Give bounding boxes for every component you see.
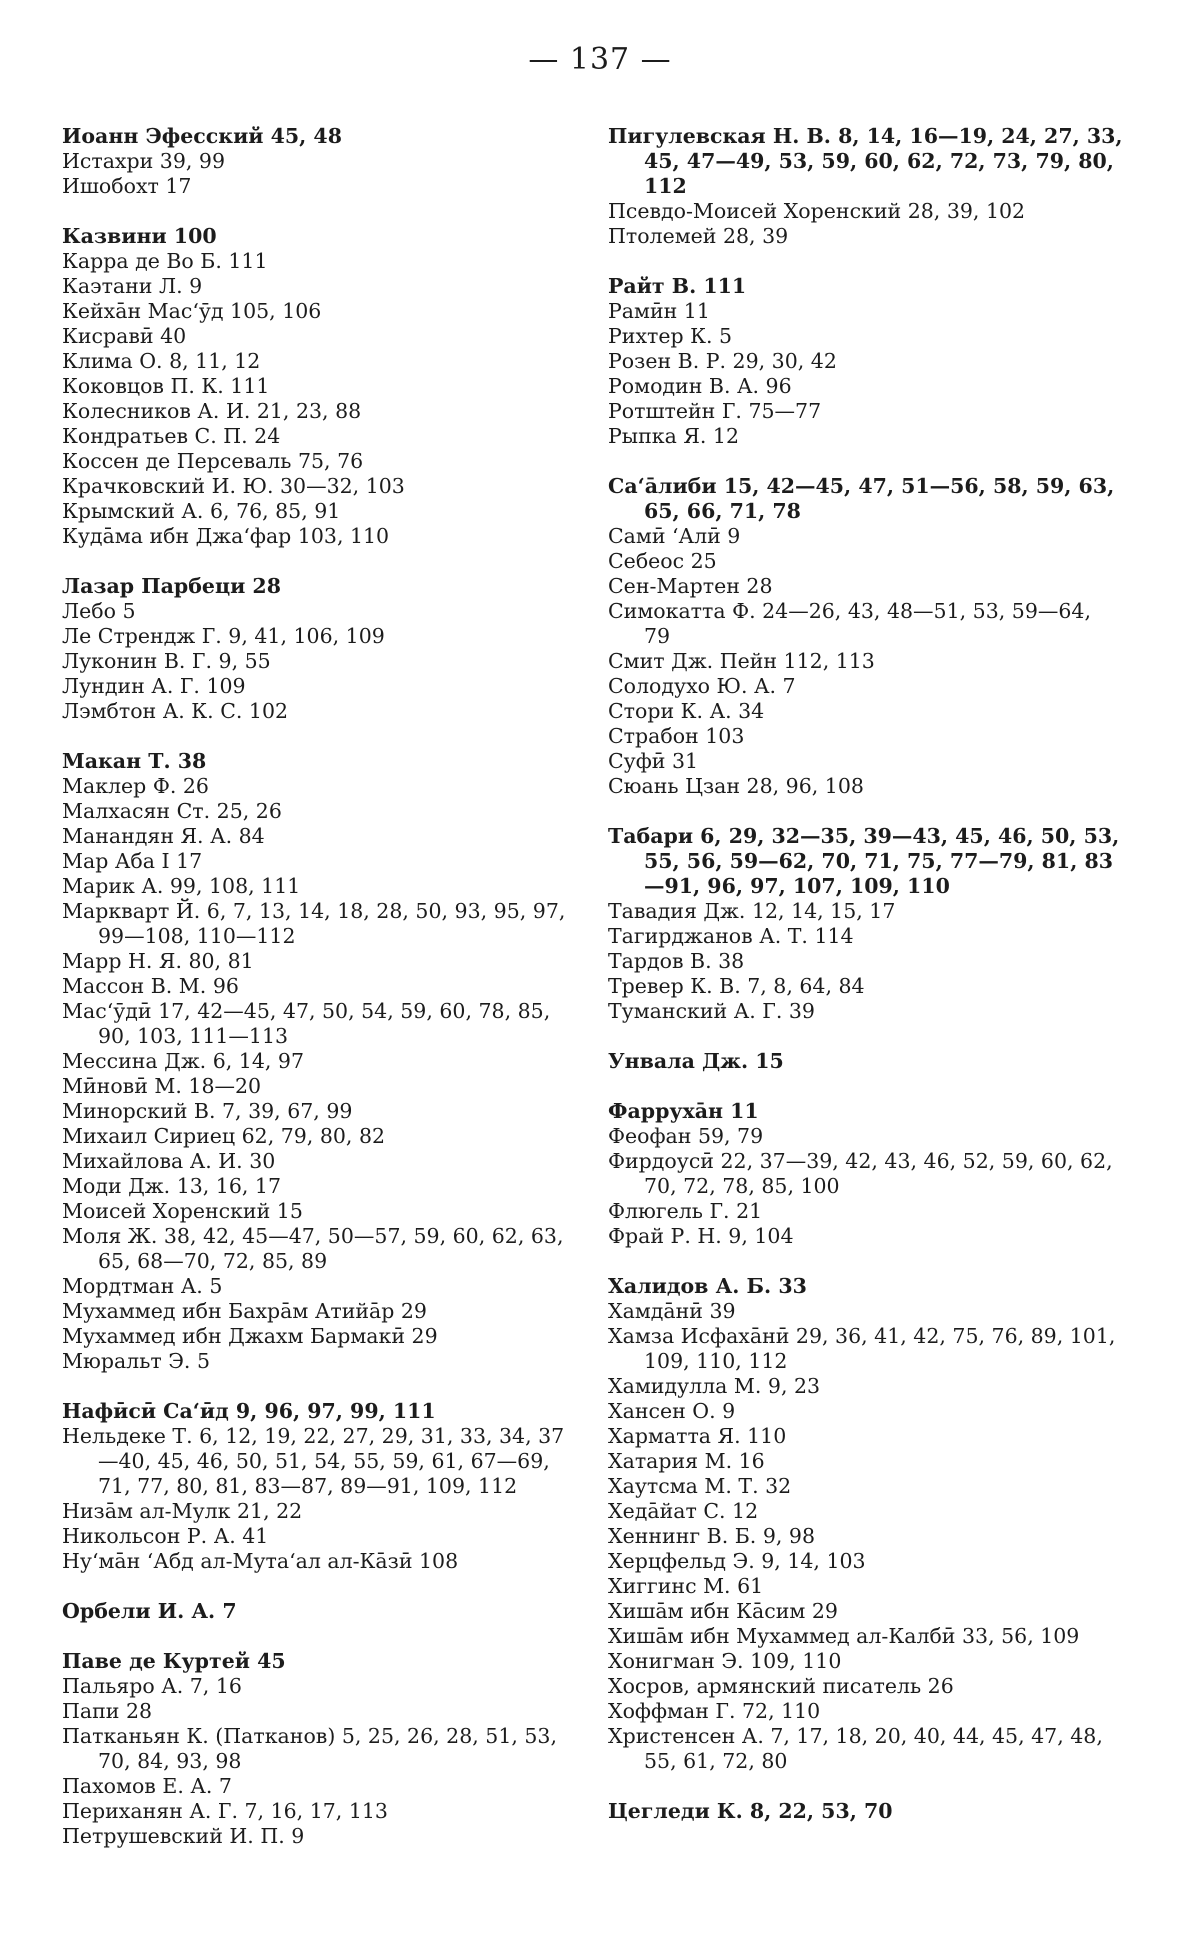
index-entry: Хосров, армянский писатель 26 bbox=[608, 1674, 954, 1698]
index-entry: Хонигман Э. 109, 110 bbox=[608, 1649, 842, 1673]
index-entry: Фирдоусӣ 22, 37—39, 42, 43, 46, 52, 59, 60, 62, 70, 72, 78, 85, 100 bbox=[608, 1149, 1113, 1198]
index-letter-group bbox=[62, 1399, 582, 1574]
index-entry: Истахри 39, 99 bbox=[62, 149, 225, 173]
index-entry: Себеос 25 bbox=[608, 549, 717, 573]
index-letter-group bbox=[62, 1649, 582, 1849]
index-entry: Пахомов Е. А. 7 bbox=[62, 1774, 232, 1798]
index-letter-group bbox=[608, 824, 1123, 1024]
index-entry: Сюань Цзан 28, 96, 108 bbox=[608, 774, 864, 798]
index-entry: Феофан 59, 79 bbox=[608, 1124, 764, 1148]
index-entry: Хансен О. 9 bbox=[608, 1399, 736, 1423]
index-entry: Суфӣ 31 bbox=[608, 749, 699, 773]
index-entry: Моисей Хоренский 15 bbox=[62, 1199, 303, 1223]
index-entry: Цегледи К. 8, 22, 53, 70 bbox=[608, 1799, 893, 1823]
index-entry: Паве де Куртей 45 bbox=[62, 1649, 286, 1673]
index-entry: Марр Н. Я. 80, 81 bbox=[62, 949, 254, 973]
index-entry: Михаил Сириец 62, 79, 80, 82 bbox=[62, 1124, 386, 1148]
index-entry: Ну‘мāн ‘Абд ал-Мута‘ал ал-Кāзӣ 108 bbox=[62, 1549, 459, 1573]
index-entry: Кудāма ибн Джа‘фар 103, 110 bbox=[62, 524, 390, 548]
index-entry: Пигулевская Н. В. 8, 14, 16—19, 24, 27, 33, 45, 47—49, 53, 59, 60, 62, 72, 73, 79, 80, 112 bbox=[608, 124, 1123, 198]
index-entry: Мар Аба I 17 bbox=[62, 849, 203, 873]
index-entry: Рыпка Я. 12 bbox=[608, 424, 739, 448]
index-entry: Манандян Я. А. 84 bbox=[62, 824, 265, 848]
index-entry: Симокатта Ф. 24—26, 43, 48—51, 53, 59—64, 79 bbox=[608, 599, 1091, 648]
index-entry: Ротштейн Г. 75—77 bbox=[608, 399, 822, 423]
index-entry: Хеннинг В. Б. 9, 98 bbox=[608, 1524, 815, 1548]
index-entry: Хамидулла М. 9, 23 bbox=[608, 1374, 821, 1398]
index-column-right bbox=[608, 124, 1123, 1849]
index-entry: Стори К. А. 34 bbox=[608, 699, 765, 723]
index-entry: Петрушевский И. П. 9 bbox=[62, 1824, 305, 1848]
index-entry: Рихтер К. 5 bbox=[608, 324, 733, 348]
index-entry: Колесников А. И. 21, 23, 88 bbox=[62, 399, 362, 423]
index-entry: Мӣновӣ М. 18—20 bbox=[62, 1074, 262, 1098]
index-entry: Макан Т. 38 bbox=[62, 749, 207, 773]
index-entry: Пальяро А. 7, 16 bbox=[62, 1674, 242, 1698]
index-letter-group bbox=[62, 749, 582, 1374]
index-letter-group bbox=[62, 574, 582, 724]
index-entry: Херцфельд Э. 9, 14, 103 bbox=[608, 1549, 866, 1573]
index-entry: Мас‘ӯдӣ 17, 42—45, 47, 50, 54, 59, 60, 78, 85, 90, 103, 111—113 bbox=[62, 999, 551, 1048]
index-entry: Хоффман Г. 72, 110 bbox=[608, 1699, 821, 1723]
index-entry: Ромодин В. А. 96 bbox=[608, 374, 792, 398]
index-entry: Хедāйат С. 12 bbox=[608, 1499, 759, 1523]
index-entry: Ишобохт 17 bbox=[62, 174, 192, 198]
index-entry: Хиггинс М. 61 bbox=[608, 1574, 764, 1598]
index-entry: Клима О. 8, 11, 12 bbox=[62, 349, 261, 373]
index-entry: Коссен де Персеваль 75, 76 bbox=[62, 449, 364, 473]
index-entry: Крымский А. 6, 76, 85, 91 bbox=[62, 499, 341, 523]
index-entry: Крачковский И. Ю. 30—32, 103 bbox=[62, 474, 405, 498]
index-column-left bbox=[62, 124, 582, 1874]
index-entry: Нельдеке Т. 6, 12, 19, 22, 27, 29, 31, 33, 34, 37—40, 45, 46, 50, 51, 54, 55, 59, 61, 67—69, 71, 77, 80, 81, 83—87, 89—91, 109, 112 bbox=[62, 1424, 565, 1498]
index-entry: Са‘āлиби 15, 42—45, 47, 51—56, 58, 59, 63, 65, 66, 71, 78 bbox=[608, 474, 1115, 523]
index-entry: Христенсен А. 7, 17, 18, 20, 40, 44, 45, 47, 48, 55, 61, 72, 80 bbox=[608, 1724, 1103, 1773]
index-entry: Тардов В. 38 bbox=[608, 949, 745, 973]
index-entry: Самӣ ‘Алӣ 9 bbox=[608, 524, 741, 548]
index-entry: Тагирджанов А. Т. 114 bbox=[608, 924, 854, 948]
page-number: — 137 — bbox=[528, 42, 672, 77]
index-entry: Тавадия Дж. 12, 14, 15, 17 bbox=[608, 899, 896, 923]
index-letter-group bbox=[608, 1049, 1123, 1074]
index-entry: Мухаммед ибн Джахм Бармакӣ 29 bbox=[62, 1324, 438, 1348]
index-letter-group bbox=[62, 124, 582, 199]
index-entry: Массон В. М. 96 bbox=[62, 974, 239, 998]
index-letter-group bbox=[608, 124, 1123, 249]
index-entry: Хаутсма М. Т. 32 bbox=[608, 1474, 792, 1498]
index-entry: Коковцов П. К. 111 bbox=[62, 374, 270, 398]
index-entry: Иоанн Эфесский 45, 48 bbox=[62, 124, 342, 148]
index-entry: Туманский А. Г. 39 bbox=[608, 999, 815, 1023]
index-entry: Харматта Я. 110 bbox=[608, 1424, 787, 1448]
index-entry: Фаррухāн 11 bbox=[608, 1099, 759, 1123]
index-entry: Хамза Исфахāнӣ 29, 36, 41, 42, 75, 76, 89, 101, 109, 110, 112 bbox=[608, 1324, 1116, 1373]
index-entry: Карра де Во Б. 111 bbox=[62, 249, 268, 273]
index-entry: Папи 28 bbox=[62, 1699, 153, 1723]
index-entry: Хатария М. 16 bbox=[608, 1449, 765, 1473]
index-entry: Солодухо Ю. А. 7 bbox=[608, 674, 796, 698]
index-entry: Псевдо-Моисей Хоренский 28, 39, 102 bbox=[608, 199, 1026, 223]
index-entry: Рамӣн 11 bbox=[608, 299, 710, 323]
index-entry: Тревер К. В. 7, 8, 64, 84 bbox=[608, 974, 865, 998]
index-entry: Маркварт Й. 6, 7, 13, 14, 18, 28, 50, 93, 95, 97, 99—108, 110—112 bbox=[62, 899, 566, 948]
index-entry: Каэтани Л. 9 bbox=[62, 274, 203, 298]
index-letter-group bbox=[608, 274, 1123, 449]
index-letter-group bbox=[608, 1799, 1123, 1824]
index-entry: Периханян А. Г. 7, 16, 17, 113 bbox=[62, 1799, 388, 1823]
index-entry: Ле Стрендж Г. 9, 41, 106, 109 bbox=[62, 624, 385, 648]
index-entry: Моля Ж. 38, 42, 45—47, 50—57, 59, 60, 62, 63, 65, 68—70, 72, 85, 89 bbox=[62, 1224, 564, 1273]
index-entry: Михайлова А. И. 30 bbox=[62, 1149, 276, 1173]
index-entry: Кейхāн Мас‘ӯд 105, 106 bbox=[62, 299, 322, 323]
index-entry: Халидов А. Б. 33 bbox=[608, 1274, 807, 1298]
index-entry: Мордтман А. 5 bbox=[62, 1274, 223, 1298]
index-letter-group bbox=[62, 1599, 582, 1624]
index-entry: Патканьян К. (Патканов) 5, 25, 26, 28, 51, 53, 70, 84, 93, 98 bbox=[62, 1724, 557, 1773]
index-entry: Флюгель Г. 21 bbox=[608, 1199, 763, 1223]
index-entry: Кисравӣ 40 bbox=[62, 324, 187, 348]
index-entry: Орбели И. А. 7 bbox=[62, 1599, 237, 1623]
index-entry: Табари 6, 29, 32—35, 39—43, 45, 46, 50, 53, 55, 56, 59—62, 70, 71, 75, 77—79, 81, 83—91, 96, 97, 107, 109, 110 bbox=[608, 824, 1120, 898]
index-letter-group bbox=[608, 1274, 1123, 1774]
index-entry: Низāм ал-Мулк 21, 22 bbox=[62, 1499, 303, 1523]
index-entry: Хишāм ибн Кāсим 29 bbox=[608, 1599, 838, 1623]
index-entry: Мюральт Э. 5 bbox=[62, 1349, 210, 1373]
index-entry: Лебо 5 bbox=[62, 599, 136, 623]
index-entry: Розен В. Р. 29, 30, 42 bbox=[608, 349, 837, 373]
index-entry: Маклер Ф. 26 bbox=[62, 774, 209, 798]
index-entry: Лундин А. Г. 109 bbox=[62, 674, 246, 698]
index-entry: Хишāм ибн Мухаммед ал-Калбӣ 33, 56, 109 bbox=[608, 1624, 1080, 1648]
index-entry: Казвини 100 bbox=[62, 224, 217, 248]
index-entry: Моди Дж. 13, 16, 17 bbox=[62, 1174, 282, 1198]
index-letter-group bbox=[608, 1099, 1123, 1249]
index-entry: Луконин В. Г. 9, 55 bbox=[62, 649, 271, 673]
index-entry: Страбон 103 bbox=[608, 724, 745, 748]
index-entry: Сен-Мартен 28 bbox=[608, 574, 773, 598]
index-entry: Мухаммед ибн Бахрāм Атийāр 29 bbox=[62, 1299, 427, 1323]
index-entry: Марик А. 99, 108, 111 bbox=[62, 874, 301, 898]
index-entry: Хамдāнӣ 39 bbox=[608, 1299, 736, 1323]
index-entry: Нафӣсӣ Са‘ӣд 9, 96, 97, 99, 111 bbox=[62, 1399, 436, 1423]
index-entry: Минорский В. 7, 39, 67, 99 bbox=[62, 1099, 353, 1123]
index-entry: Мессина Дж. 6, 14, 97 bbox=[62, 1049, 304, 1073]
index-entry: Птолемей 28, 39 bbox=[608, 224, 789, 248]
index-entry: Смит Дж. Пейн 112, 113 bbox=[608, 649, 875, 673]
index-entry: Фрай Р. Н. 9, 104 bbox=[608, 1224, 794, 1248]
index-entry: Райт В. 111 bbox=[608, 274, 747, 298]
index-entry: Никольсон Р. А. 41 bbox=[62, 1524, 269, 1548]
index-entry: Унвала Дж. 15 bbox=[608, 1049, 784, 1073]
index-entry: Лазар Парбеци 28 bbox=[62, 574, 281, 598]
index-letter-group bbox=[62, 224, 582, 549]
index-entry: Кондратьев С. П. 24 bbox=[62, 424, 281, 448]
index-entry: Лэмбтон А. К. С. 102 bbox=[62, 699, 289, 723]
index-entry: Малхасян Ст. 25, 26 bbox=[62, 799, 282, 823]
index-letter-group bbox=[608, 474, 1123, 799]
